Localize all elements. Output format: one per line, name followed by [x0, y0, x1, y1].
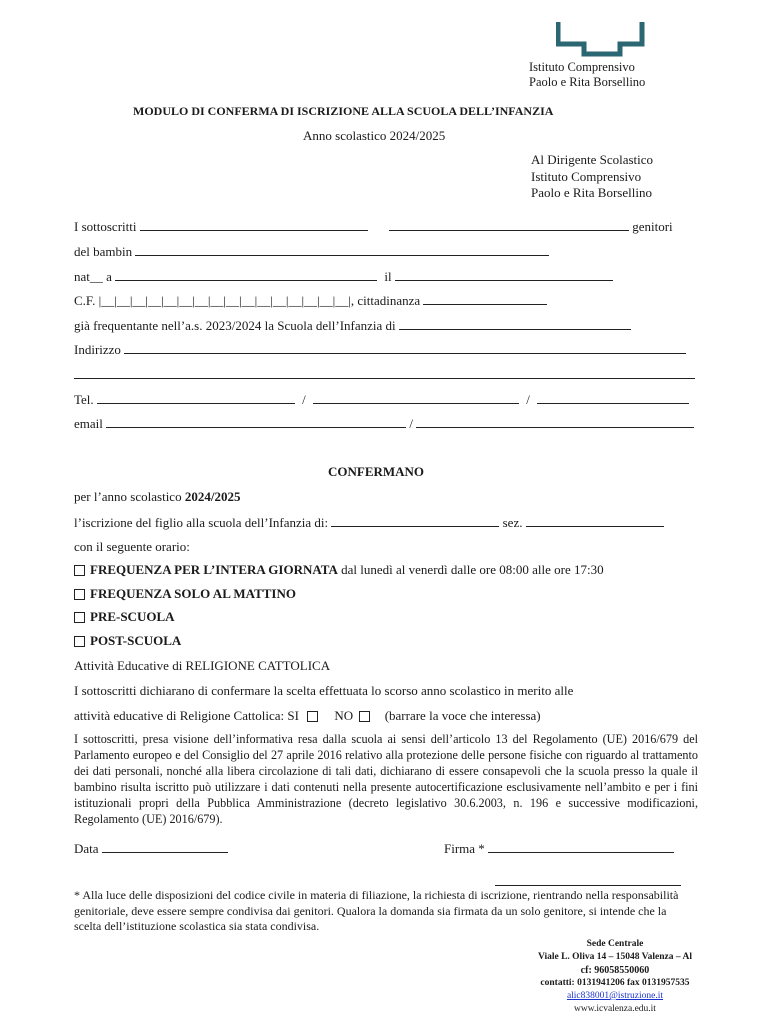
cf-row — [74, 292, 547, 309]
footer-website[interactable]: www.icvalenza.edu.it — [574, 1004, 656, 1014]
religione-line1: I sottoscritti dichiarano di confermare la scelta effettuata lo scorso anno scolastico in merito alle — [74, 683, 574, 698]
cittadinanza-field[interactable] — [423, 292, 547, 305]
checkbox-si[interactable] — [307, 711, 318, 722]
address-field-line2[interactable] — [74, 378, 695, 379]
nascita-row — [74, 268, 613, 285]
email-field-1[interactable] — [106, 415, 406, 428]
tel-field-2[interactable] — [313, 391, 519, 404]
firma-row — [444, 840, 674, 857]
email-row — [74, 415, 694, 432]
per-anno-row — [74, 489, 240, 505]
sez-label: sez. — [502, 515, 523, 530]
tel-separator-2: / — [526, 392, 530, 407]
religione-title: Attività Educative di RELIGIONE CATTOLICA — [74, 658, 331, 673]
confermano-heading: CONFERMANO — [328, 464, 425, 479]
option-solo-mattino[interactable] — [74, 586, 296, 602]
checkbox-post-scuola[interactable] — [74, 636, 85, 647]
parent2-field[interactable] — [389, 218, 629, 231]
orario-label: con il seguente orario: — [74, 539, 190, 554]
email-label: email — [74, 416, 103, 431]
genitori-label: genitori — [632, 219, 673, 234]
option-intera-giornata[interactable] — [74, 562, 604, 578]
religione-si-text: attività educative di Religione Cattolica: SI — [74, 708, 299, 723]
institute-name — [529, 60, 645, 90]
school-year: Anno scolastico 2024/2025 — [303, 128, 446, 143]
option-label: PRE-SCUOLA — [90, 609, 175, 624]
previous-school-field[interactable] — [399, 317, 631, 330]
form-title: MODULO DI CONFERMA DI ISCRIZIONE ALLA SCUOLA DELL’INFANZIA — [133, 104, 554, 118]
checkbox-intera-giornata[interactable] — [74, 565, 85, 576]
no-label: NO — [334, 708, 354, 723]
parent1-field[interactable] — [140, 218, 368, 231]
footer-contatti: contatti: 0131941206 fax 0131957535 — [540, 978, 690, 988]
indirizzo-row — [74, 341, 686, 358]
school-logo — [556, 20, 646, 63]
cf-label: C.F. |__|__|__|__|__|__|__|__|__|__|__|__|__|__|__|__|, cittadinanza — [74, 293, 421, 308]
iscrizione-row — [74, 514, 664, 531]
frequentante-label: già frequentante nell’a.s. 2023/2024 la Scuola dell’Infanzia di — [74, 318, 396, 333]
option-label: POST-SCUOLA — [90, 633, 182, 648]
frequentante-row — [74, 317, 631, 334]
bambin-label: del bambin — [74, 244, 133, 259]
signature-field-1[interactable] — [488, 840, 674, 853]
email-separator: / — [409, 416, 414, 431]
tel-row — [74, 391, 689, 408]
date-field[interactable] — [102, 840, 228, 853]
per-anno-prefix: per l’anno scolastico — [74, 489, 182, 504]
institute-line1: Istituto Comprensivo — [529, 60, 635, 74]
infanzia-school-field[interactable] — [331, 514, 499, 527]
recipient-line2: Istituto Comprensivo — [531, 168, 642, 184]
tel-label: Tel. — [74, 392, 94, 407]
child-name-field[interactable] — [135, 243, 549, 256]
privacy-paragraph: I sottoscritti, presa visione dell’informativa resa dalla scuola ai sensi dell’articolo 13 del Regolamento (UE) 2016/679 del Parlamento europeo e del Consiglio del 27 aprile 2016 relativo alla protezione delle persone fisiche con riguardo al trattamento dei dati personali, nonché alla libera circolazione di tali dati, dichiarano di essere consapevoli che la scuola presso la quale il bambino risulta iscritto può utilizzare i dati contenuti nella presente autocertificazione esclusivamente nell’ambito e per i fini istituzionali propri della Pubblica Amministrazione (decreto legislativo 30.6.2003, n. 196 e successive modificazioni, Regolamento (UE) 2016/679). — [74, 732, 698, 826]
birthplace-field[interactable] — [115, 268, 377, 281]
firma-label: Firma * — [444, 841, 485, 856]
option-label: FREQUENZA SOLO AL MATTINO — [90, 586, 296, 601]
address-field[interactable] — [124, 341, 686, 354]
birthdate-field[interactable] — [395, 268, 613, 281]
recipient-line1: Al Dirigente Scolastico — [531, 152, 654, 167]
tel-field-1[interactable] — [97, 391, 295, 404]
option-detail: dal lunedì al venerdì dalle ore 08:00 alle ore 17:30 — [341, 562, 604, 577]
signature-field-2[interactable] — [495, 885, 681, 886]
recipient-line3: Paolo e Rita Borsellino — [531, 185, 652, 200]
sottoscritti-row — [74, 218, 673, 235]
footer-block — [538, 938, 692, 1016]
barrare-note: (barrare la voce che interessa) — [384, 708, 541, 723]
nat-label: nat__ a — [74, 269, 112, 284]
tel-separator: / — [302, 392, 306, 407]
option-post-scuola[interactable] — [74, 633, 181, 649]
per-anno-year: 2024/2025 — [184, 489, 241, 504]
recipient-block — [531, 152, 653, 202]
data-row — [74, 840, 228, 857]
institute-line2: Paolo e Rita Borsellino — [529, 75, 646, 89]
footer-cf: cf: 96058550060 — [580, 965, 650, 976]
checkbox-no[interactable] — [359, 711, 370, 722]
footer-email-link[interactable]: alic838001@istruzione.it — [566, 991, 664, 1001]
sottoscritti-label: I sottoscritti — [74, 219, 137, 234]
logo-icon — [556, 20, 646, 58]
tel-field-3[interactable] — [537, 391, 689, 404]
checkbox-solo-mattino[interactable] — [74, 589, 85, 600]
footnote: * Alla luce delle disposizioni del codice civile in materia di filiazione, la richiesta di iscrizione, rientrando nella responsabilità genitoriale, deve essere sempre condivisa dai genitori. Qualora la domanda sia firmata da un solo genitore, si intende che la scelta dell’istituzione scolastica sia stata condivisa. — [74, 888, 679, 933]
option-label: FREQUENZA PER L’INTERA GIORNATA — [90, 562, 338, 577]
indirizzo-label: Indirizzo — [74, 342, 121, 357]
footer-address: Viale L. Oliva 14 – 15048 Valenza – Al — [537, 952, 692, 962]
email-field-2[interactable] — [416, 415, 694, 428]
sezione-field[interactable] — [526, 514, 664, 527]
data-label: Data — [74, 841, 99, 856]
option-pre-scuola[interactable] — [74, 609, 175, 625]
iscrizione-label: l’iscrizione del figlio alla scuola dell’Infanzia di: — [74, 515, 329, 530]
bambino-row — [74, 243, 549, 260]
footer-sede: Sede Centrale — [586, 939, 644, 949]
il-label: il — [384, 269, 392, 284]
religione-line2 — [74, 708, 541, 724]
checkbox-pre-scuola[interactable] — [74, 612, 85, 623]
